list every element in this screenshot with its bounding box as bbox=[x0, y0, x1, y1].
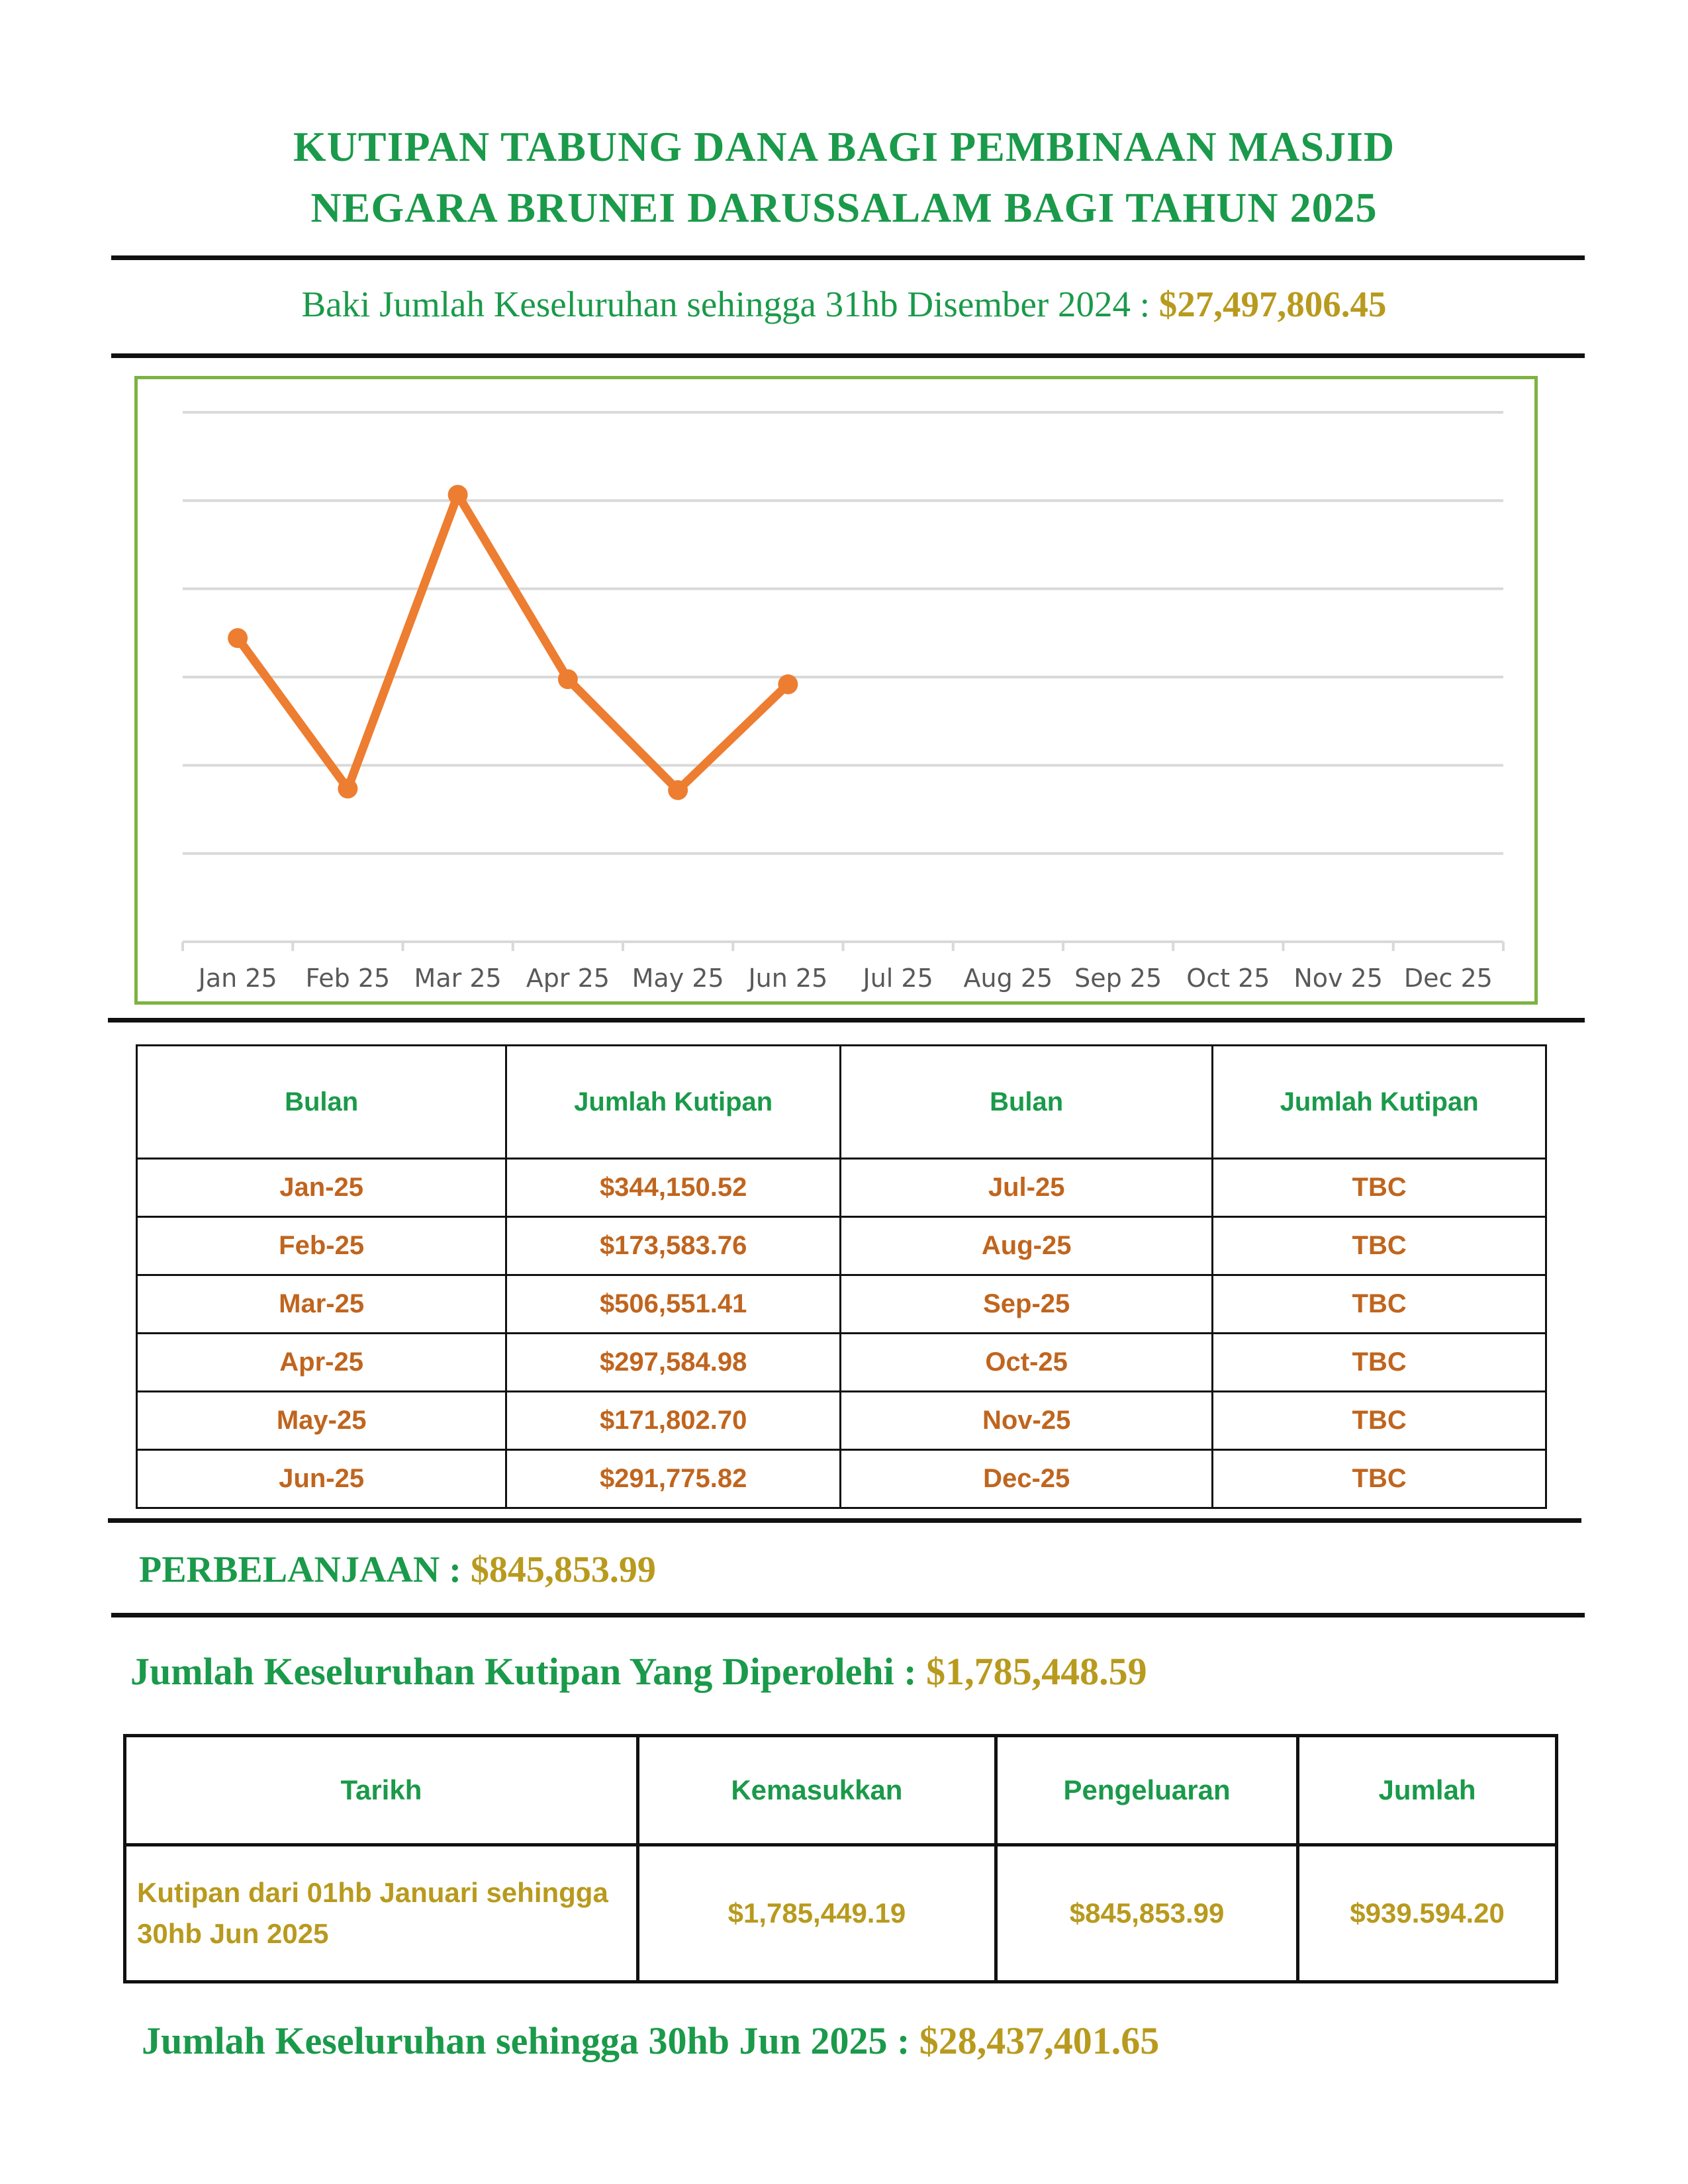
divider bbox=[111, 255, 1585, 260]
chart-series bbox=[228, 485, 798, 800]
chart-x-axis bbox=[183, 942, 1503, 993]
amount-cell: $171,802.70 bbox=[506, 1392, 841, 1450]
monthly-collection-table bbox=[136, 1044, 1547, 1509]
data-point bbox=[448, 485, 468, 505]
kemasukkan-cell: $1,785,449.19 bbox=[637, 1845, 996, 1982]
header-bulan: Bulan bbox=[137, 1046, 506, 1159]
x-tick-label: Aug 25 bbox=[963, 964, 1053, 993]
data-point bbox=[228, 628, 248, 648]
table-header-row bbox=[137, 1046, 1546, 1159]
divider bbox=[111, 353, 1585, 358]
x-tick-label: Apr 25 bbox=[526, 964, 610, 993]
perbelanjaan-value: $845,853.99 bbox=[470, 1549, 656, 1590]
month-cell: Aug-25 bbox=[841, 1217, 1213, 1275]
header-kemasukkan: Kemasukkan bbox=[637, 1736, 996, 1845]
month-cell: Jun-25 bbox=[137, 1450, 506, 1508]
table-row bbox=[137, 1159, 1546, 1217]
amount-cell: TBC bbox=[1213, 1275, 1546, 1334]
header-bulan: Bulan bbox=[841, 1046, 1213, 1159]
table-row bbox=[137, 1217, 1546, 1275]
jumlah-kutipan-line bbox=[130, 1649, 1147, 1694]
x-tick-label: Jul 25 bbox=[863, 964, 933, 993]
month-cell: May-25 bbox=[137, 1392, 506, 1450]
baki-value: $27,497,806.45 bbox=[1158, 284, 1387, 324]
table-row bbox=[137, 1334, 1546, 1392]
x-tick-label: Jan 25 bbox=[198, 964, 277, 993]
baki-line bbox=[0, 283, 1688, 325]
month-cell: Jan-25 bbox=[137, 1159, 506, 1217]
table-row bbox=[125, 1845, 1557, 1982]
chart-grid bbox=[183, 412, 1503, 854]
jumlah-kutipan-label: Jumlah Keseluruhan Kutipan Yang Diperolehi : bbox=[130, 1650, 917, 1693]
data-point bbox=[778, 674, 798, 694]
data-point bbox=[558, 669, 578, 689]
x-tick-label: May 25 bbox=[632, 964, 724, 993]
x-tick-label: Sep 25 bbox=[1074, 964, 1162, 993]
series-line bbox=[238, 495, 788, 790]
header-jumlah: Jumlah bbox=[1298, 1736, 1557, 1845]
month-cell: Sep-25 bbox=[841, 1275, 1213, 1334]
amount-cell: $173,583.76 bbox=[506, 1217, 841, 1275]
table-header-row bbox=[125, 1736, 1557, 1845]
title-line-1: KUTIPAN TABUNG DANA BAGI PEMBINAAN MASJID bbox=[293, 123, 1395, 170]
amount-cell: TBC bbox=[1213, 1217, 1546, 1275]
amount-cell: $297,584.98 bbox=[506, 1334, 841, 1392]
x-tick-label: Feb 25 bbox=[305, 964, 391, 993]
baki-label: Baki Jumlah Keseluruhan sehingga 31hb Disember 2024 : bbox=[301, 284, 1150, 324]
header-tarikh: Tarikh bbox=[125, 1736, 638, 1845]
title-line-2: NEGARA BRUNEI DARUSSALAM BAGI TAHUN 2025 bbox=[310, 184, 1378, 231]
amount-cell: $344,150.52 bbox=[506, 1159, 841, 1217]
month-cell: Mar-25 bbox=[137, 1275, 506, 1334]
summary-table bbox=[123, 1734, 1558, 1983]
month-cell: Oct-25 bbox=[841, 1334, 1213, 1392]
amount-cell: $291,775.82 bbox=[506, 1450, 841, 1508]
pengeluaran-cell: $845,853.99 bbox=[996, 1845, 1297, 1982]
month-cell: Jul-25 bbox=[841, 1159, 1213, 1217]
month-cell: Apr-25 bbox=[137, 1334, 506, 1392]
amount-cell: TBC bbox=[1213, 1334, 1546, 1392]
header-jumlah-kutipan: Jumlah Kutipan bbox=[506, 1046, 841, 1159]
data-point bbox=[338, 779, 357, 799]
amount-cell: TBC bbox=[1213, 1392, 1546, 1450]
amount-cell: TBC bbox=[1213, 1450, 1546, 1508]
data-point bbox=[668, 780, 688, 800]
line-chart bbox=[138, 379, 1534, 1001]
amount-cell: $506,551.41 bbox=[506, 1275, 841, 1334]
divider bbox=[108, 1518, 1581, 1523]
table-row bbox=[137, 1450, 1546, 1508]
jumlah-kutipan-value: $1,785,448.59 bbox=[926, 1650, 1147, 1693]
x-tick-label: Nov 25 bbox=[1293, 964, 1383, 993]
x-tick-label: Mar 25 bbox=[414, 964, 502, 993]
table-row bbox=[137, 1392, 1546, 1450]
month-cell: Dec-25 bbox=[841, 1450, 1213, 1508]
x-tick-label: Dec 25 bbox=[1403, 964, 1493, 993]
jumlah-akhir-line bbox=[142, 2019, 1159, 2063]
header-jumlah-kutipan: Jumlah Kutipan bbox=[1213, 1046, 1546, 1159]
perbelanjaan-line bbox=[139, 1549, 656, 1591]
month-cell: Nov-25 bbox=[841, 1392, 1213, 1450]
perbelanjaan-label: PERBELANJAAN : bbox=[139, 1549, 461, 1590]
table-row bbox=[137, 1275, 1546, 1334]
x-tick-label: Oct 25 bbox=[1186, 964, 1270, 993]
header-pengeluaran: Pengeluaran bbox=[996, 1736, 1297, 1845]
jumlah-akhir-label: Jumlah Keseluruhan sehingga 30hb Jun 2025 : bbox=[142, 2019, 910, 2062]
divider bbox=[108, 1018, 1585, 1023]
chart-frame bbox=[134, 376, 1538, 1005]
divider bbox=[111, 1613, 1585, 1617]
amount-cell: TBC bbox=[1213, 1159, 1546, 1217]
jumlah-akhir-value: $28,437,401.65 bbox=[919, 2019, 1160, 2062]
tarikh-cell: Kutipan dari 01hb Januari sehingga 30hb Jun 2025 bbox=[125, 1845, 638, 1982]
month-cell: Feb-25 bbox=[137, 1217, 506, 1275]
x-tick-label: Jun 25 bbox=[748, 964, 828, 993]
jumlah-cell: $939.594.20 bbox=[1298, 1845, 1557, 1982]
